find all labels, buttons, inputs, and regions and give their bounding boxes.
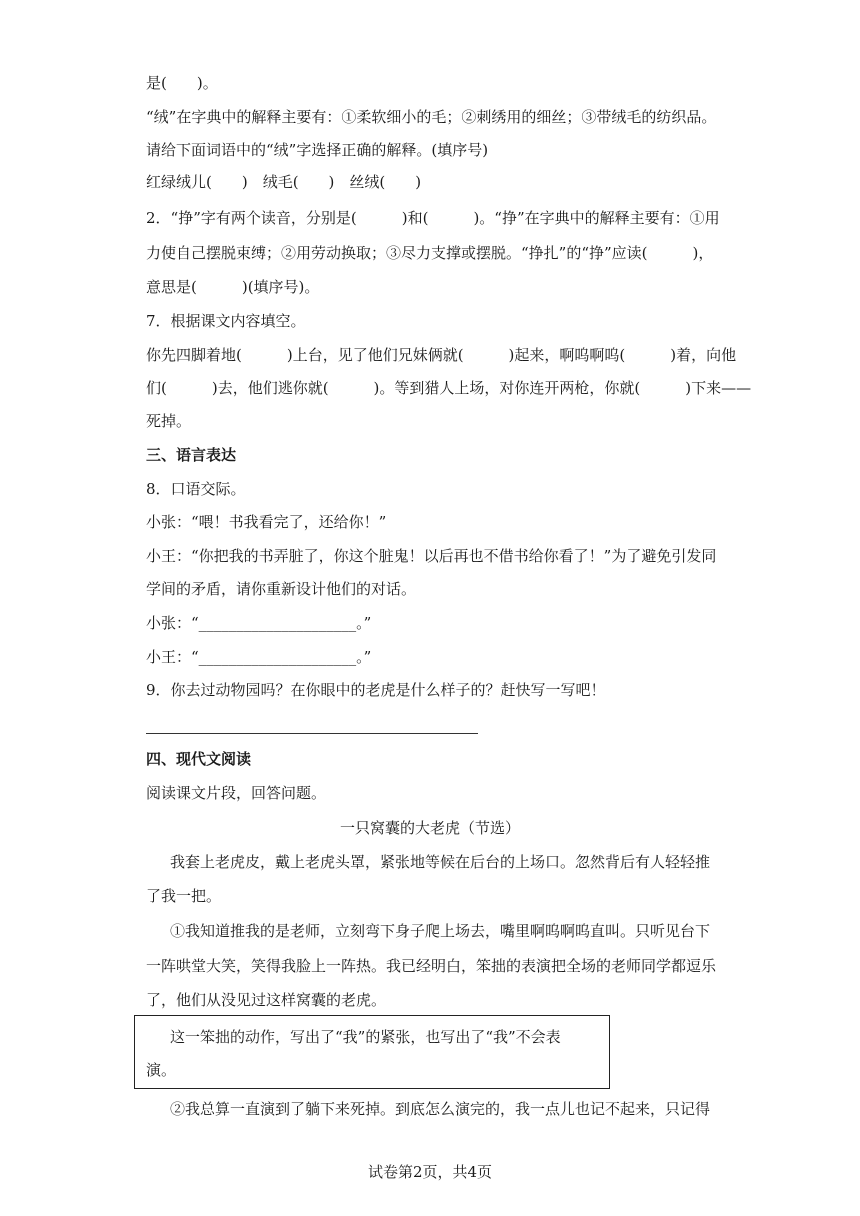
passage-line: 一阵哄堂大笑，笑得我脸上一阵热。我已经明白，笨拙的表演把全场的老师同学都逗乐 [146, 957, 717, 975]
question-8-prompt: 8．口语交际。 [146, 480, 246, 498]
text-line: 是( )。 [146, 74, 218, 92]
question-2-line: 2．“挣”字有两个读音，分别是( )和( )。“挣”在字典中的解释主要有：①用 [146, 209, 720, 227]
passage-line: 了，他们从没见过这样窝囊的老虎。 [146, 991, 387, 1009]
passage-line: 了我一把。 [146, 887, 222, 905]
question-2-line: 力使自己摆脱束缚；②用劳动换取；③尽力支撑或摆脱。“挣扎”的“挣”应读( )， [146, 244, 714, 262]
page-footer: 试卷第2页，共4页 [367, 1163, 493, 1181]
text-line: “绒”在字典中的解释主要有：①柔软细小的毛；②刺绣用的细丝；③带绒毛的纺织品。 [146, 108, 717, 126]
annotation-text: 演。 [146, 1061, 177, 1079]
question-7-line: 死掉。 [146, 412, 192, 430]
passage-line: ②我总算一直演到了躺下来死掉。到底怎么演完的，我一点儿也记不起来，只记得 [170, 1100, 711, 1118]
text-line: 请给下面词语中的“绒”字选择正确的解释。(填序号) [146, 141, 489, 159]
section-heading: 四、现代文阅读 [146, 750, 252, 768]
answer-blank-line: 小王：“_____________________。” [146, 648, 372, 666]
dialogue-line: 小张：“喂！书我看完了，还给你！” [146, 513, 387, 531]
question-2-line: 意思是( )(填序号)。 [146, 278, 320, 296]
annotation-text: 这一笨拙的动作，写出了“我”的紧张，也写出了“我”不会表 [170, 1028, 561, 1046]
answer-writing-line [146, 733, 478, 734]
answer-blank-line: 小张：“_____________________。” [146, 614, 372, 632]
question-7-prompt: 7．根据课文内容填空。 [146, 312, 306, 330]
section-heading: 三、语言表达 [146, 446, 237, 464]
question-7-line: 你先四脚着地( )上台，见了他们兄妹俩就( )起来，啊呜啊呜( )着，向他 [146, 346, 737, 364]
passage-line: ①我知道推我的是老师，立刻弯下身子爬上场去，嘴里啊呜啊呜直叫。只听见台下 [170, 922, 711, 940]
dialogue-line: 学间的矛盾，请你重新设计他们的对话。 [146, 580, 417, 598]
passage-line: 我套上老虎皮，戴上老虎头罩，紧张地等候在后台的上场口。忽然背后有人轻轻推 [170, 853, 711, 871]
reading-instruction: 阅读课文片段，回答问题。 [146, 784, 327, 802]
passage-title: 一只窝囊的大老虎（节选） [339, 819, 520, 837]
dialogue-line: 小王：“你把我的书弄脏了，你这个脏鬼！以后再也不借书给你看了！”为了避免引发同 [146, 547, 717, 565]
question-7-line: 们( )去，他们逃你就( )。等到猎人上场，对你连开两枪，你就( )下来—— [146, 379, 752, 397]
text-line: 红绿绒儿( ) 绒毛( ) 丝绒( ) [146, 173, 422, 191]
question-9-prompt: 9．你去过动物园吗？在你眼中的老虎是什么样子的？赶快写一写吧！ [146, 681, 606, 699]
